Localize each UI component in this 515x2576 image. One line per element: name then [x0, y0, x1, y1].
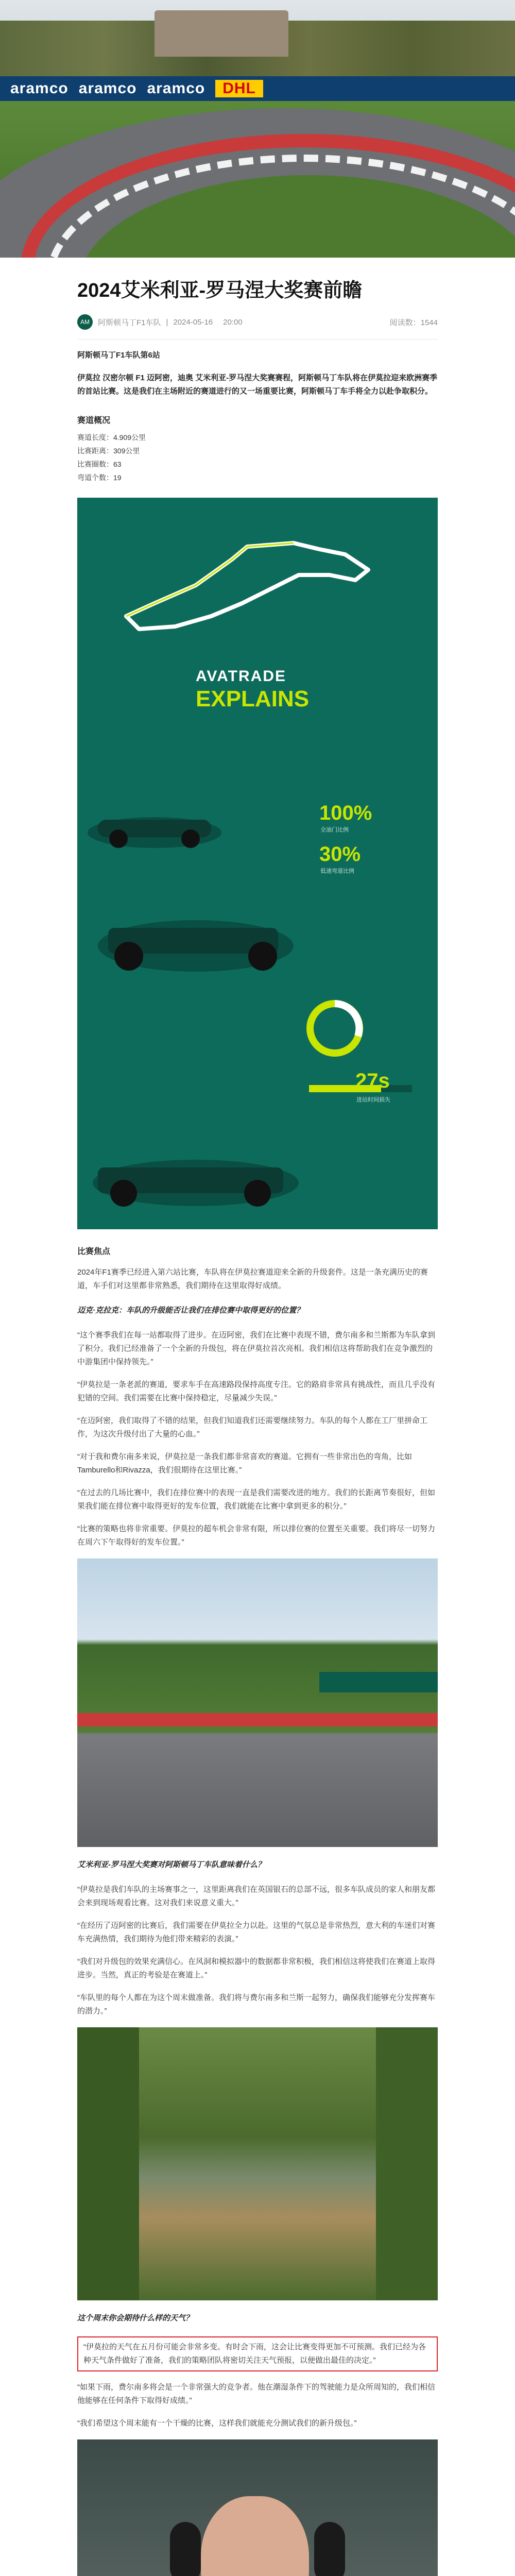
- paragraph: “在过去的几场比赛中，我们在排位赛中的表现一直是我们需要改进的地方。我们的长距离节奏很好，但如果我们能在排位赛中取得更好的发车位置，我们就能在比赛中拿到更多的积分。”: [77, 1488, 435, 1511]
- author-avatar[interactable]: AM: [77, 314, 93, 330]
- hero-image: [0, 0, 515, 258]
- paragraph: 2024年F1赛季已经进入第六站比赛，车队将在伊莫拉赛道迎来全新的升级套件。这是一条充满历史的赛道，车手们对这里都非常熟悉，我们期待在这里取得好成绩。: [77, 1268, 428, 1290]
- highlighted-quote: “伊莫拉的天气在五月份可能会非常多变。有时会下雨，这会让比赛变得更加不可预测。我们已经为各种天气条件做好了准备，我们的策略团队将密切关注天气预报，以便做出最佳的决定。”: [77, 2336, 438, 2371]
- corner-count: 弯道个数：19: [77, 473, 122, 482]
- photo-headset: [314, 2522, 345, 2576]
- paragraph: “在迈阿密，我们取得了不错的结果，但我们知道我们还需要继续努力。车队的每个人都在工厂里拼命工作，为这次升级付出了大量的心血。”: [77, 1416, 427, 1438]
- track-length: 赛道长度：4.909公里: [77, 433, 146, 442]
- hero-barrier-word: aramco: [10, 80, 68, 97]
- photo-billboard: [319, 1672, 438, 1692]
- stat-low-speed-label: 低速弯道比例: [320, 868, 354, 874]
- author-name[interactable]: 阿斯顿马丁F1车队: [98, 318, 161, 327]
- hero-barrier-word: aramco: [147, 80, 205, 97]
- paragraph: “车队里的每个人都在为这个周末做准备。我们将与费尔南多和兰斯一起努力，确保我们能够充分发挥赛车的潜力。”: [77, 1993, 435, 2015]
- article-title: 2024艾米利亚-罗马涅大奖赛前瞻: [77, 280, 363, 301]
- stat-full-throttle: 100%: [319, 802, 372, 824]
- article-body: [0, 349, 515, 2576]
- team-principal-photo: [77, 2439, 438, 2576]
- race-distance: 比赛距离：309公里: [77, 447, 140, 455]
- circuit-photo: [77, 1558, 438, 1847]
- stat-full-throttle-label: 全油门比例: [320, 827, 349, 833]
- photo-kerb: [77, 1713, 438, 1726]
- publish-time: 20:00: [223, 317, 243, 327]
- hero-grandstand: [154, 10, 288, 57]
- paragraph: “在经历了迈阿密的比赛后，我们需要在伊莫拉全力以赴。这里的气氛总是非常热烈，意大利的车迷们对赛车充满热情，我们期待为他们带来精彩的表演。”: [77, 1921, 435, 1943]
- stat-pit-loss: 27s: [355, 1070, 390, 1092]
- paragraph: “我们希望这个周末能有一个干燥的比赛，这样我们就能充分测试我们的新升级包。”: [77, 2419, 357, 2428]
- paragraph: “我们对升级包的效果充满信心。在风洞和模拟器中的数据都非常积极，我们相信这将使我们在赛道上取得进步。当然，真正的考验是在赛道上。”: [77, 1957, 435, 1979]
- paragraph: “如果下雨，费尔南多将会是一个非常强大的竞争者。他在潮湿条件下的驾驶能力是众所周知的，我们相信他能够在任何条件下取得好成绩。”: [77, 2383, 435, 2405]
- publish-date: 2024-05-16: [173, 317, 213, 327]
- photo-tree: [376, 2027, 438, 2300]
- question: 迈克·克拉克：车队的升级能否让我们在排位赛中取得更好的位置？: [77, 1306, 304, 1315]
- infographic-cars: [77, 647, 438, 1229]
- infographic-brand: AVATRADE: [196, 668, 286, 685]
- article-meta: [77, 314, 438, 330]
- circuit-aerial-photo: [77, 2027, 438, 2300]
- meta-separator: |: [166, 317, 168, 327]
- meta-divider: [77, 339, 438, 340]
- paragraph: “伊莫拉是我们车队的主场赛事之一，这里距离我们在英国银石的总部不远，很多车队成员的家人和朋友都会来到现场观看比赛。这对我们来说意义重大。”: [77, 1885, 435, 1907]
- hero-barrier: [0, 76, 515, 101]
- photo-face: [201, 2496, 309, 2576]
- question: 这个周末你会期待什么样的天气？: [77, 2314, 194, 2323]
- race-laps: 比赛圈数：63: [77, 460, 122, 468]
- intro-heading: 阿斯顿马丁F1车队第6站: [77, 351, 160, 360]
- avatrade-explains-infographic: [77, 647, 438, 1229]
- article: [0, 258, 515, 2576]
- track-map-drawing: [77, 498, 438, 647]
- hero-barrier-word: DHL: [215, 80, 263, 97]
- section-heading: 比赛焦点: [77, 1247, 111, 1256]
- question: 艾米利亚-罗马涅大奖赛对阿斯顿马丁车队意味着什么？: [77, 1860, 265, 1869]
- hero-barrier-word: aramco: [78, 80, 137, 97]
- track-info-heading: 赛道概况: [77, 416, 111, 425]
- track-map-image: [77, 498, 438, 647]
- paragraph: “伊莫拉是一条老派的赛道，要求车手在高速路段保持高度专注。它的路肩非常具有挑战性，而且几乎没有犯错的空间。我们需要在比赛中保持稳定，尽量减少失误。”: [77, 1380, 435, 1402]
- stat-low-speed: 30%: [319, 843, 361, 866]
- photo-headset: [170, 2522, 201, 2576]
- paragraph: “这个赛季我们在每一站都取得了进步。在迈阿密，我们在比赛中表现不错，费尔南多和兰斯都为车队拿到了积分。我们已经准备了一个全新的升级包，将在伊莫拉首次亮相。我们相信这将帮助我们在竞争激烈的中游集团中保持领先。”: [77, 1331, 435, 1366]
- photo-tree: [77, 2027, 139, 2300]
- paragraph: “对于我和费尔南多来说，伊莫拉是一条我们都非常喜欢的赛道。它拥有一些非常出色的弯角，比如Tamburello和Rivazza，我们很期待在这里比赛。”: [77, 1452, 412, 1475]
- intro-paragraph: 伊莫拉 汉密尔顿 F1 迈阿密，迪奥 艾米利亚-罗马涅大奖赛赛程，阿斯顿马丁车队将在伊莫拉迎来欧洲赛季的首站比赛。这是我们在主场附近的赛道进行的又一场重要比赛，阿斯顿马丁车手将全力以赴争取积分。: [77, 374, 438, 396]
- stat-pit-loss-label: 进站时间损失: [356, 1097, 390, 1103]
- view-count: 阅读数：1544: [389, 318, 438, 327]
- infographic-explains: EXPLAINS: [196, 686, 310, 711]
- paragraph: “比赛的策略也将非常重要。伊莫拉的超车机会非常有限，所以排位赛的位置至关重要。我们将尽一切努力在周六下午取得好的发车位置。”: [77, 1524, 435, 1547]
